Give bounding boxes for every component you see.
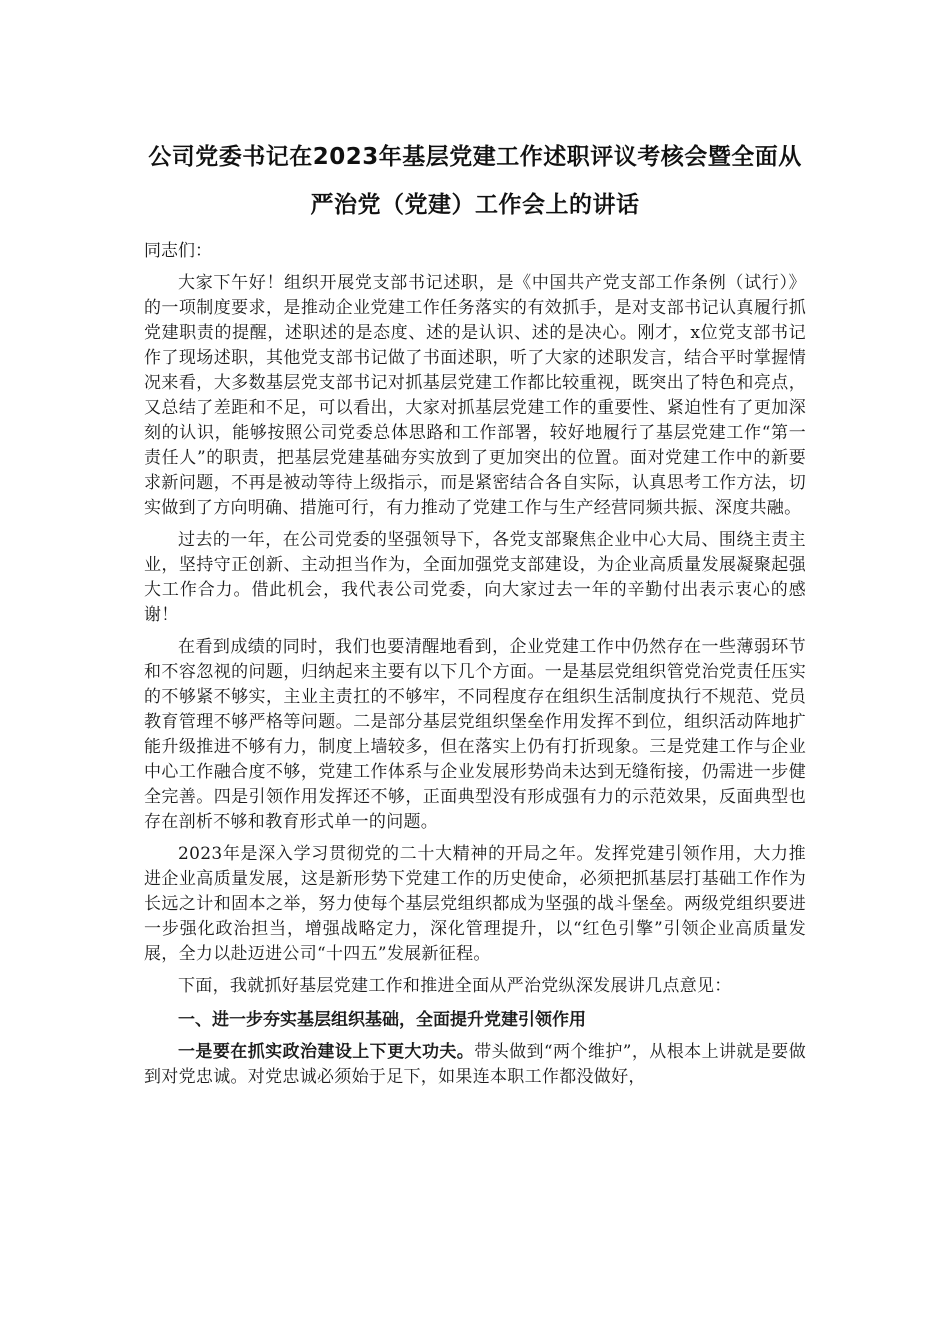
title-line-2: 严治党（党建）工作会上的讲话	[310, 192, 640, 218]
paragraph-opening: 大家下午好！组织开展党支部书记述职，是《中国共产党支部工作条例（试行）》的一项制度要求，是推动企业党建工作任务落实的有效抓手，是对支部书记认真履行抓党建职责的提醒，述职述的是态度、述的是认识、述的是决心。刚才，x位党支部书记作了现场述职，其他党支部书记做了书面述职，听了大家的述职发言，结合平时掌握情况来看，大多数基层党支部书记对抓基层党建工作都比较重视，既突出了特色和亮点，又总结了差距和不足，可以看出，大家对抓基层党建工作的重要性、紧迫性有了更加深刻的认识，能够按照公司党委总体思路和工作部署，较好地履行了基层党建工作“第一责任人”的职责，把基层党建基础夯实放到了更加突出的位置。面对党建工作中的新要求新问题，不再是被动等待上级指示，而是紧密结合各自实际，认真思考工作方法，切实做到了方向明确、措施可行，有力推动了党建工作与生产经营同频共振、深度共融。	[144, 273, 806, 518]
document-page	[144, 133, 806, 1097]
section-heading-1: 一、进一步夯实基层组织基础，全面提升党建引领作用	[178, 1010, 586, 1030]
paragraph-intro: 下面，我就抓好基层党建工作和推进全面从严治党纵深发展讲几点意见：	[178, 976, 732, 996]
paragraph-review: 过去的一年，在公司党委的坚强领导下，各党支部聚焦企业中心大局、围绕主责主业，坚持守正创新、主动担当作为，全面加强党支部建设，为企业高质量发展凝聚起强大工作合力。借此机会，我代表公司党委，向大家过去一年的辛勤付出表示衷心的感谢！	[144, 530, 806, 625]
salutation: 同志们：	[144, 241, 212, 261]
paragraph-point-1	[144, 1040, 806, 1090]
paragraph-2023: 2023年是深入学习贯彻党的二十大精神的开局之年。发挥党建引领作用，大力推进企业高质量发展，这是新形势下党建工作的历史使命，必须把抓基层打基础工作作为长远之计和固本之举，努力使每个基层党组织都成为坚强的战斗堡垒。两级党组织要进一步强化政治担当，增强战略定力，深化管理提升，以“红色引擎”引领企业高质量发展，全力以赴迈进公司“十四五”发展新征程。	[144, 844, 806, 964]
title-line-1: 公司党委书记在2023年基层党建工作述职评议考核会暨全面从	[148, 144, 802, 170]
document-title	[144, 133, 806, 229]
point-1-lead: 一是要在抓实政治建设上下更大功夫。	[178, 1042, 475, 1062]
point-1-text: 带头做到“两个维护”，从根本上讲就是要做到对党忠诚。对党忠诚必须始于足下，如果连本职工作都没做好，	[144, 1042, 806, 1087]
paragraph-problems: 在看到成绩的同时，我们也要清醒地看到，企业党建工作中仍然存在一些薄弱环节和不容忽视的问题，归纳起来主要有以下几个方面。一是基层党组织管党治党责任压实的不够紧不够实，主业主责扛的不够牢，不同程度存在组织生活制度执行不规范、党员教育管理不够严格等问题。二是部分基层党组织堡垒作用发挥不到位，组织活动阵地扩能升级推进不够有力，制度上墙较多，但在落实上仍有打折现象。三是党建工作与企业中心工作融合度不够，党建工作体系与企业发展形势尚未达到无缝衔接，仍需进一步健全完善。四是引领作用发挥还不够，正面典型没有形成强有力的示范效果，反面典型也存在剖析不够和教育形式单一的问题。	[144, 637, 806, 832]
